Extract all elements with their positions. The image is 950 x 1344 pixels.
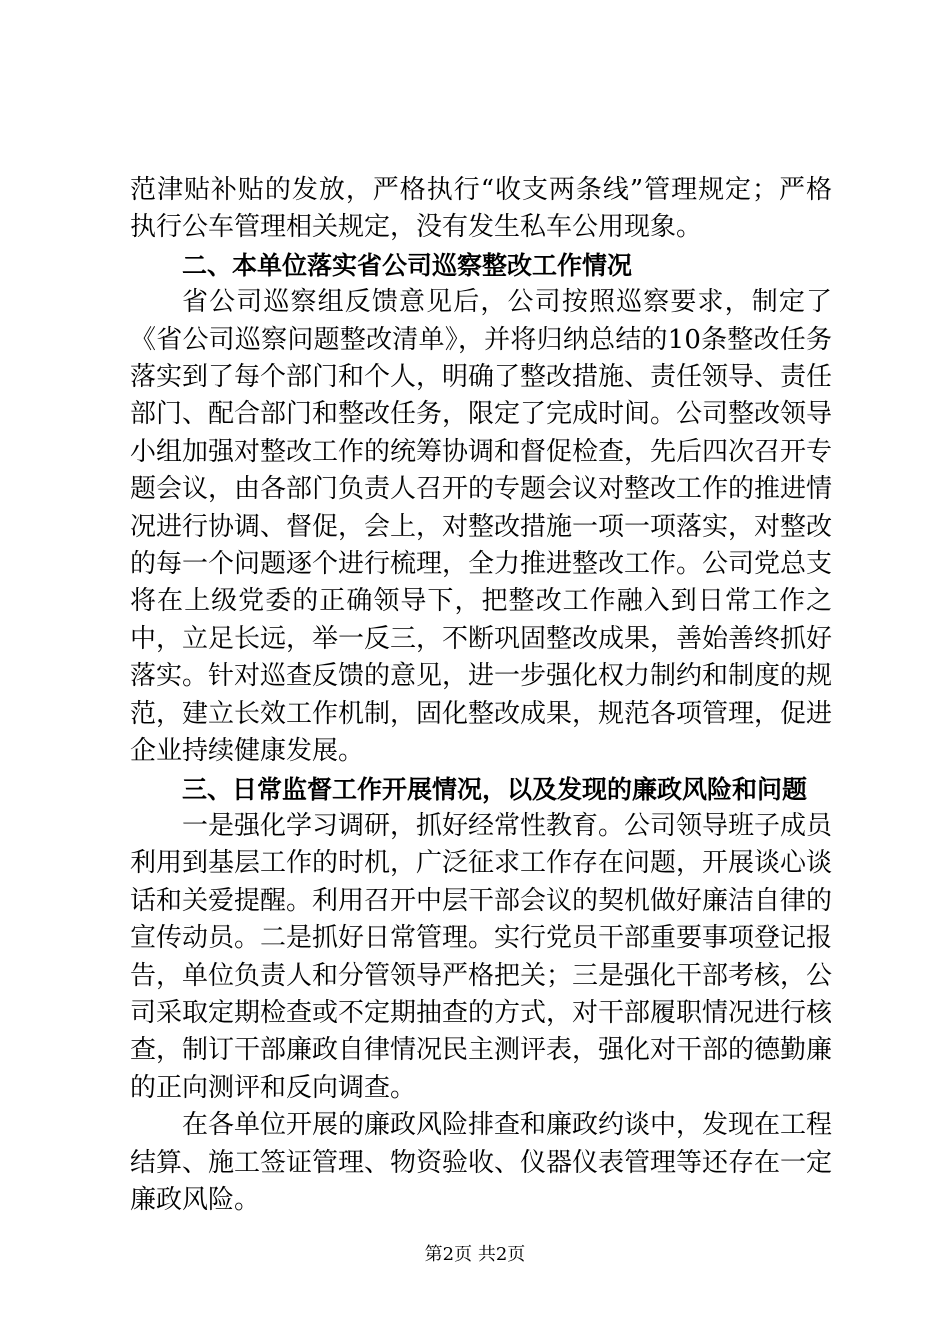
page-number: 第2页 共2页 [424,1244,526,1265]
paragraph-inspection-rectification: 省公司巡察组反馈意见后，公司按照巡察要求，制定了《省公司巡察问题整改清单》，并将归纳总结的10条整改任务落实到了每个部门和个人，明确了整改措施、责任领导、责任部门、配合部门和整改任务，限定了完成时间。公司整改领导小组加强对整改工作的统筹协调和督促检查，先后四次召开专题会议，由各部门负责人召开的专题会议对整改工作的推进情况进行协调、督促，会上，对整改措施一项一项落实，对整改的每一个问题逐个进行梳理，全力推进整改工作。公司党总支将在上级党委的正确领导下，把整改工作融入到日常工作之中，立足长远，举一反三，不断巩固整改成果，善始善终抓好落实。针对巡查反馈的意见，进一步强化权力制约和制度的规范，建立长效工作机制，固化整改成果，规范各项管理，促进企业持续健康发展。 [130,287,833,767]
page-footer [0,1243,950,1267]
section-heading-2: 二、本单位落实省公司巡察整改工作情况 [182,250,633,280]
paragraph-daily-supervision: 一是强化学习调研，抓好经常性教育。公司领导班子成员利用到基层工作的时机，广泛征求工作存在问题，开展谈心谈话和关爱提醒。利用召开中层干部会议的契机做好廉洁自律的宣传动员。二是抓好日常管理。实行党员干部重要事项登记报告，单位负责人和分管领导严格把关；三是强化干部考核，公司采取定期检查或不定期抽查的方式，对干部履职情况进行核查，制订干部廉政自律情况民主测评表，强化对干部的德勤廉的正向测评和反向调查。 [130,810,833,1103]
section-heading-3: 三、日常监督工作开展情况，以及发现的廉政风险和问题 [182,774,808,804]
document-body [130,172,832,1219]
paragraph-continued: 范津贴补贴的发放，严格执行“收支两条线”管理规定；严格执行公车管理相关规定，没有发生私车公用现象。 [130,175,832,243]
paragraph-integrity-risk: 在各单位开展的廉政风险排查和廉政约谈中，发现在工程结算、施工签证管理、物资验收、仪器仪表管理等还存在一定廉政风险。 [130,1110,833,1215]
